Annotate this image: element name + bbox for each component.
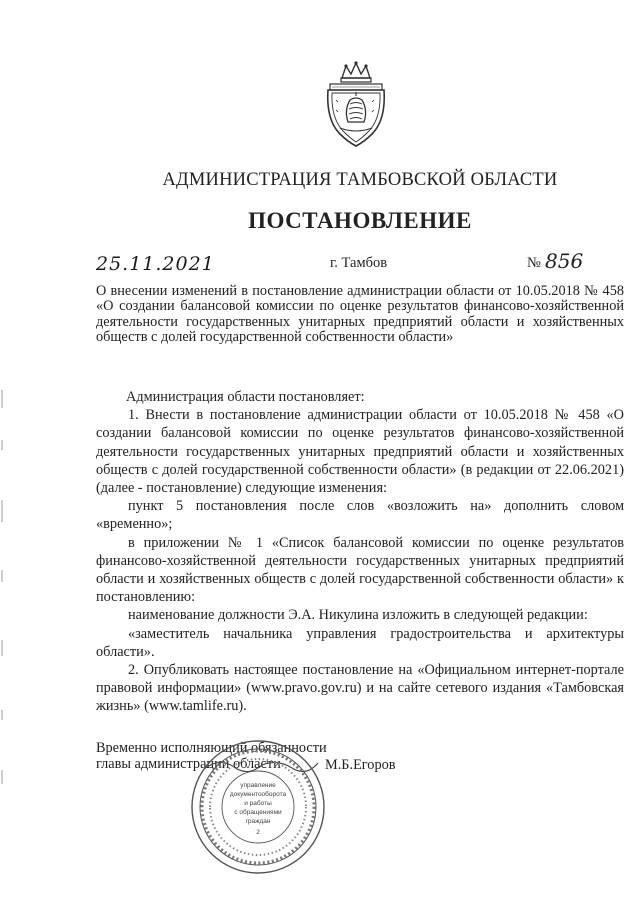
body-intro: Администрация области постановляет: xyxy=(126,389,365,405)
body-paragraph-3: в приложении № 1 «Список балансовой комиссии по оценке результатов финансово-хозяйственной деятельности государственных унитарных предприятий области и хозяйственных обществ с долей государственной собственности области» к постановлению: xyxy=(96,534,624,606)
signatory-line-1: Временно исполняющий обязанности xyxy=(96,740,327,756)
body-paragraph-6: 2. Опубликовать настоящее постановление на «Официальном интернет-портале правовой информации» (www.pravo.gov.ru) и на сайте сетевого издания «Тамбовская жизнь» (www.tamlife.ru). xyxy=(96,662,624,715)
coat-of-arms-emblem xyxy=(322,60,390,148)
stamp-line-4: с обращениями xyxy=(234,809,282,816)
stamp-line-2: документооборота xyxy=(229,791,287,798)
document-number: 856 xyxy=(545,249,584,273)
document-body xyxy=(96,388,624,716)
stamp-line-5: граждан xyxy=(245,818,271,825)
body-paragraph-1: 1. Внести в постановление администрации области от 10.05.2018 № 458 «О создании балансовой комиссии по оценке результатов финансово-хозяйственной деятельности государственных унитарных предприятий области и хозяйственных обществ с долей государственной собственности области» (в редакции от 22.06.2021) (далее - постановление) следующие изменения: xyxy=(96,407,624,497)
document-subject: О внесении изменений в постановление администрации области от 10.05.2018 № 458 «О создании балансовой комиссии по оценке результатов финансово-хозяйственной деятельности государственных унитарных предприятий области и хозяйственных обществ с долей государственной собственности области» xyxy=(96,283,624,345)
scan-edge-marks xyxy=(0,380,6,800)
official-stamp-seal xyxy=(188,737,328,877)
stamp-line-1: управление xyxy=(240,782,276,789)
document-city: г. Тамбов xyxy=(330,255,388,271)
document-title: ПОСТАНОВЛЕНИЕ xyxy=(248,208,472,233)
body-paragraph-2: пункт 5 постановления после слов «возложить на» дополнить словом «временно»; xyxy=(96,498,624,533)
body-paragraph-5: «заместитель начальника управления градостроительства и архитектуры области». xyxy=(96,625,624,660)
signatory-line-2: главы администрации области xyxy=(96,756,281,772)
number-label: № xyxy=(527,255,541,271)
body-paragraph-4: наименование должности Э.А. Никулина изложить в следующей редакции: xyxy=(128,607,588,624)
organization-name: АДМИНИСТРАЦИЯ ТАМБОВСКОЙ ОБЛАСТИ xyxy=(162,170,558,190)
stamp-line-3: и работы xyxy=(244,800,272,807)
document-date: 25.11.2021 xyxy=(96,253,215,275)
signatory-name: М.Б.Егоров xyxy=(325,757,396,773)
stamp-number: 2 xyxy=(256,829,260,836)
